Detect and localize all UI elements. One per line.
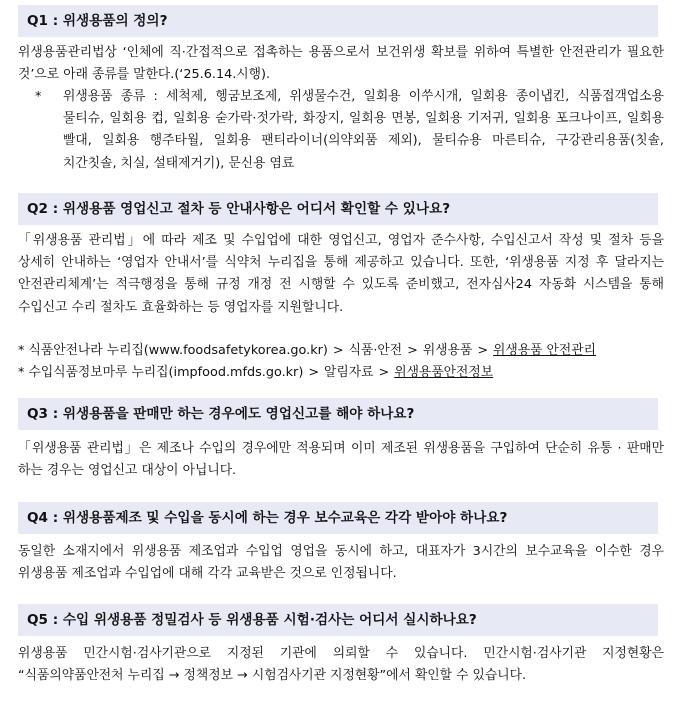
question-5-heading	[18, 604, 658, 636]
site-impfood: 수입식품정보마루 누리집(impfood.mfds.go.kr)	[28, 365, 304, 380]
answer-1-text: 위생용품관리법상 ‘인체에 직·간접적으로 접촉하는 용품으로서 보건위생 확보를 위하여 특별한 안전관리가 필요한 것’으로 아래 종류를 말한다.(‘25.6.14.시행).	[18, 45, 664, 83]
link-hygiene-safety-management[interactable]: 위생용품 안전관리	[493, 343, 597, 358]
answer-1-bullet	[35, 86, 664, 175]
nav-step-food-safety: 식품·안전	[348, 343, 403, 358]
answer-5-text: 위생용품 민간시험·검사기관으로 지정된 기관에 의뢰할 수 있습니다. 민간시험·검사기관 지정현황은 “식품의약품안전처 누리집 → 정책정보 → 시험검사기관 지정현황”에서 확인할 수 있습니다.	[18, 646, 664, 684]
link-line-impfood: * 수입식품정보마루 누리집(impfood.mfds.go.kr) > 알림자료 > 위생용품안전정보	[18, 365, 494, 380]
nav-step-notices: 알림자료	[324, 365, 374, 380]
link-line-foodsafetykorea: * 식품안전나라 누리집(www.foodsafetykorea.go.kr) > 식품·안전 > 위생용품 > 위생용품 안전관리	[18, 343, 597, 358]
question-1-heading	[18, 5, 658, 37]
question-5-title: Q5 : 수입 위생용품 정밀검사 등 위생용품 시험·검사는 어디서 실시하나요?	[27, 612, 477, 628]
answer-2-text: 「위생용품 관리법」에 따라 제조 및 수입업에 대한 영업신고, 영업자 준수사항, 수입신고서 작성 및 절차 등을 상세히 안내하는 ‘영업자 안내서’를 식약처 누리집을 통해 제공하고 있습니다. 또한, ‘위생용품 지정 후 달라지는 안전관리체계’는 적극행정을 통해 규정 개정 전 시행할 수 있도록 준비했고, 전자심사24 자동화 시스템을 통해 수입신고 수리 절차도 효율화하는 등 영업자를 지원할니다.	[18, 233, 664, 315]
bullet-mark: *	[35, 89, 42, 104]
nav-step-hygiene-products: 위생용품	[422, 343, 473, 358]
question-2-title: Q2 : 위생용품 영업신고 절차 등 안내사항은 어디서 확인할 수 있나요?	[27, 201, 451, 217]
hygiene-product-types: 위생용품 종류 : 세척제, 헹굼보조제, 위생물수건, 일회용 이쑤시개, 일회용 종이냅킨, 식품접객업소용 물티슈, 일회용 컵, 일회용 숟가락·젓가락, 화장지, 일회용 면봉, 일회용 기저귀, 일회용 포크나이프, 일회용 빨대, 일회용 행주타월, 일회용 팬티라이너(의약외품 제외), 물티슈용 마른티슈, 구강관리용품(칫솔, 치간칫솔, 치실, 설태제거기), 문신용 염료	[63, 89, 664, 171]
link-hygiene-safety-info[interactable]: 위생용품안전정보	[394, 365, 494, 380]
site-foodsafetykorea: 식품안전나라 누리집(www.foodsafetykorea.go.kr)	[28, 343, 328, 358]
question-3-heading	[18, 398, 658, 430]
answer-4-text: 동일한 소재지에서 위생용품 제조업과 수입업 영업을 동시에 하고, 대표자가 3시간의 보수교육을 이수한 경우 위생용품 제조업과 수입업에 대해 각각 교육받은 것으로 인정됩니다.	[18, 544, 664, 582]
question-1-title: Q1 : 위생용품의 정의?	[27, 13, 168, 29]
question-3-title: Q3 : 위생용품을 판매만 하는 경우에도 영업신고를 해야 하나요?	[27, 406, 415, 422]
question-2-heading	[18, 193, 658, 225]
question-4-heading	[18, 502, 658, 534]
question-4-title: Q4 : 위생용품제조 및 수입을 동시에 하는 경우 보수교육은 각각 받아야 하나요?	[27, 510, 508, 526]
answer-3-text: 「위생용품 관리법」은 제조나 수입의 경우에만 적용되며 이미 제조된 위생용품을 구입하여 단순히 유통 · 판매만 하는 경우는 영업신고 대상이 아닙니다.	[18, 441, 664, 479]
